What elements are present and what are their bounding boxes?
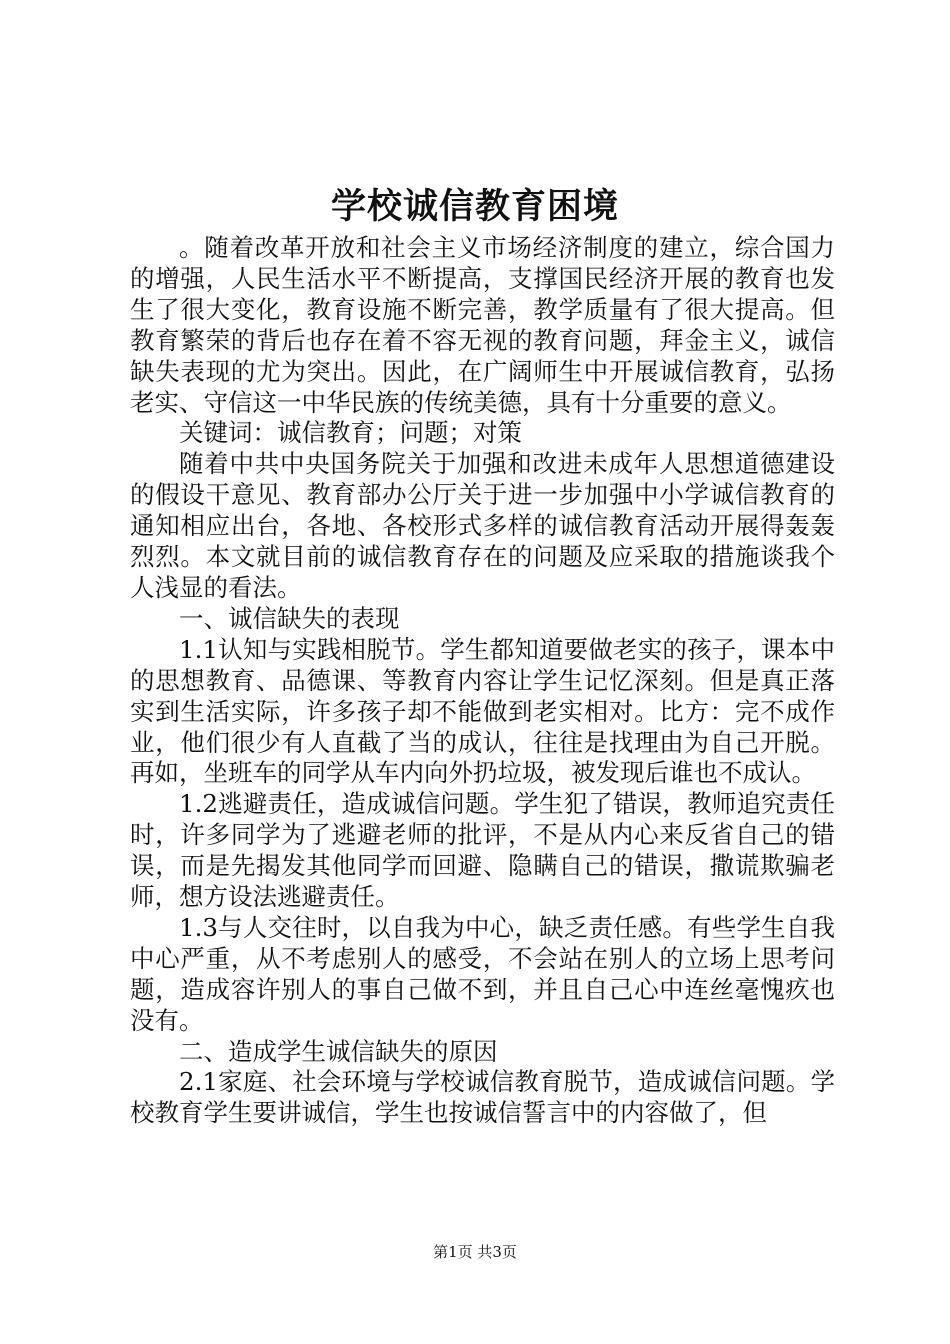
paragraph-keywords: 关键词：诚信教育；问题；对策 — [179, 418, 522, 448]
paragraph-1-3: 1.3与人交往时，以自我为中心，缺乏责任感。有些学生自我中心严重，从不考虑别人的感受，不会站在别人的立场上思考问题，造成容许别人的事自己做不到，并且自己心中连丝毫愧疚也没有。 — [130, 912, 835, 1035]
page-footer: 第1页 共3页 — [433, 1243, 517, 1261]
paragraph-intro: 。随着改革开放和社会主义市场经济制度的建立，综合国力的增强，人民生活水平不断提高，支撑国民经济开展的教育也发生了很大变化，教育设施不断完善，教学质量有了很大提高。但教育繁荣的背后也存在着不容无视的教育问题，拜金主义，诚信缺失表现的尤为突出。因此，在广阔师生中开展诚信教育，弘扬老实、守信这一中华民族的传统美德，具有十分重要的意义。 — [130, 233, 835, 417]
document-title: 学校诚信教育困境 — [330, 186, 619, 227]
paragraph-1-1: 1.1认知与实践相脱节。学生都知道要做老实的孩子，课本中的思想教育、品德课、等教育内容让学生记忆深刻。但是真正落实到生活实际，许多孩子却不能做到老实相对。比方：完不成作业，他们很少有人直截了当的成认，往往是找理由为自己开脱。再如，坐班车的同学从车内向外扔垃圾，被发现后谁也不成认。 — [130, 634, 835, 788]
section-heading-1: 一、诚信缺失的表现 — [179, 603, 400, 633]
paragraph-1-2: 1.2逃避责任，造成诚信问题。学生犯了错误，教师追究责任时，许多同学为了逃避老师的批评，不是从内心来反省自己的错误，而是先揭发其他同学而回避、隐瞒自己的错误，撒谎欺骗老师，想方设法逃避责任。 — [130, 789, 835, 912]
paragraph-2-1: 2.1家庭、社会环境与学校诚信教育脱节，造成诚信问题。学校教育学生要讲诚信，学生也按诚信誓言中的内容做了，但 — [130, 1067, 835, 1128]
document-body — [130, 233, 835, 1129]
section-heading-2: 二、造成学生诚信缺失的原因 — [179, 1036, 498, 1066]
paragraph-preface: 随着中共中央国务院关于加强和改进未成年人思想道德建设的假设干意见、教育部办公厅关于进一步加强中小学诚信教育的通知相应出台，各地、各校形式多样的诚信教育活动开展得轰轰烈烈。本文就目前的诚信教育存在的问题及应采取的措施谈我个人浅显的看法。 — [130, 449, 835, 602]
